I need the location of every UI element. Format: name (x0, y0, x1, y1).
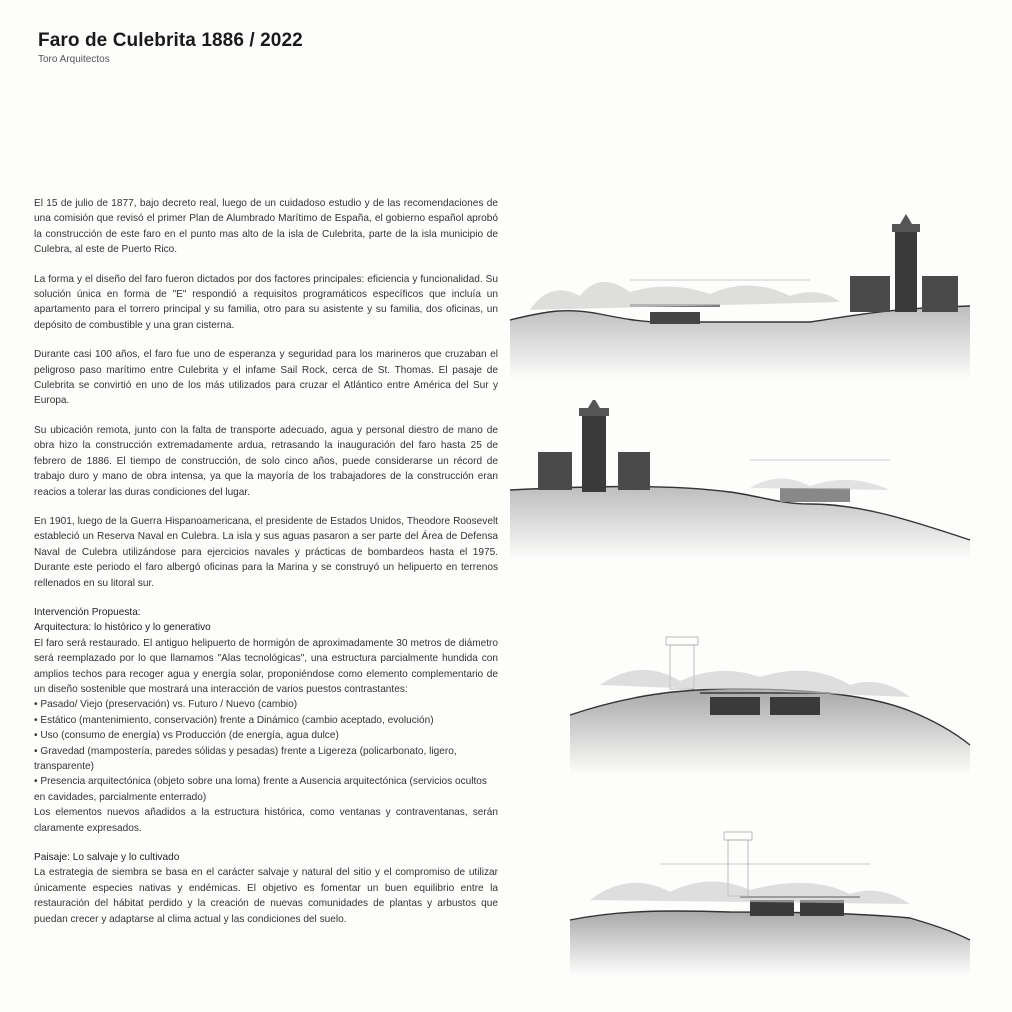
paragraph-mariners: Durante casi 100 años, el faro fue uno de esperanza y seguridad para los marineros que cruzaban el peligroso paso marítimo entre Culebrita y el infame Sail Rock, cerca de St. Thomas. El pasaje de Culebrita se convirtió en uno de los más utilizados para cruzar el Atlántico entre América del Sur y Europa. (34, 349, 498, 407)
list-item: • Gravedad (mampostería, paredes sólidas y pesadas) frente a Ligereza (policarbonato, ligero, transparente) (34, 745, 457, 772)
heading-intervention: Intervención Propuesta: (34, 606, 141, 618)
section-drawing-1 (510, 210, 980, 380)
paragraph-naval-reserve: En 1901, luego de la Guerra Hispanoamericana, el presidente de Estados Unidos, Theodore Roosevelt estableció un Reserva Naval en Culebra. La isla y sus aguas pasaron a ser parte del Área de Defensa Naval de Culebra utilizándose para ejercicios navales y prácticas de bombardeos hasta el 1975. Durante este periodo el faro albergó oficinas para la Marina y se construyó un helipuerto en terrenos rellenados en su litoral sur. (34, 515, 498, 589)
page-title: Faro de Culebrita 1886 / 2022 (38, 30, 303, 51)
heading-landscape: Paisaje: Lo salvaje y lo cultivado (34, 852, 180, 864)
paragraph-history-decree: El 15 de julio de 1877, bajo decreto real, luego de un cuidadoso estudio y de las recomendaciones de una comisión que revisó el primer Plan de Alumbrado Marítimo de España, el gobierno español aprobó la construcción de este faro en el punto mas alto de la isla de Culebrita, parte de la isla municipio de Culebra, al este de Puerto Rico. (34, 198, 498, 256)
body-text (34, 196, 498, 927)
heading-architecture: Arquitectura: lo histórico y lo generativo (34, 622, 211, 634)
paragraph-form-design: La forma y el diseño del faro fueron dictados por dos factores principales: eficiencia y funcionalidad. Su solución única en forma de "E" respondió a requisitos programáticos específicos que incluía un apartamento para el torrero principal y su familia, otro para su asistente y su familia, dos oficinas, un depósito de combustible y una gran cisterna. (34, 273, 498, 331)
paragraph-landscape: La estrategia de siembra se basa en el carácter salvaje y natural del sitio y el compromiso de utilizar únicamente especies nativas y endémicas. El objetivo es fomentar un buen equilibrio entre la restauración del hábitat perdido y la creación de nuevas comunidades de plantas y arbustos que puedan crecer y adaptarse al clima actual y las condiciones del suelo. (34, 867, 498, 925)
paragraph-new-elements: Los elementos nuevos añadidos a la estructura histórica, como ventanas y contraventanas, serán claramente expresados. (34, 807, 498, 834)
section-drawing-3 (510, 605, 980, 775)
list-item: • Estático (mantenimiento, conservación) frente a Dinámico (cambio aceptado, evolución) (34, 714, 434, 726)
list-item: • Pasado/ Viejo (preservación) vs. Futuro / Nuevo (cambio) (34, 699, 298, 711)
contrast-list (34, 697, 498, 805)
section-drawing-4 (510, 800, 980, 975)
list-item: • Uso (consumo de energía) vs Producción (de energía, agua dulce) (34, 730, 339, 742)
paragraph-proposal: El faro será restaurado. El antiguo helipuerto de hormigón de aproximadamente 30 metros de diámetro será reemplazado por lo que llamamos "Alas tecnológicas", una estructura parcialmente hundida con amplios techos para recoger agua y energía solar, proponiéndose como elemento complementario de un diseño sostenible que mostrará una interacción de varios puestos contrastantes: (34, 637, 498, 695)
section-drawing-2 (510, 400, 980, 560)
page-subtitle: Toro Arquitectos (38, 54, 110, 65)
section-drawings (510, 200, 980, 980)
paragraph-construction: Su ubicación remota, junto con la falta de transporte adecuado, agua y personal diestro de mano de obra hizo la construcción extremadamente ardua, retrasando la inauguración del faro hasta 25 de febrero de 1886. El tiempo de construcción, de solo cinco años, puede considerarse un récord de trabajo duro y mano de obra intensa, ya que la mayoría de los trabajadores de la construcción eran reacios a tolerar las duras condiciones del lugar. (34, 424, 498, 498)
list-item: • Presencia arquitectónica (objeto sobre una loma) frente a Ausencia arquitectónica (servicios ocultos en cavidades, parcialmente enterrado) (34, 776, 487, 803)
